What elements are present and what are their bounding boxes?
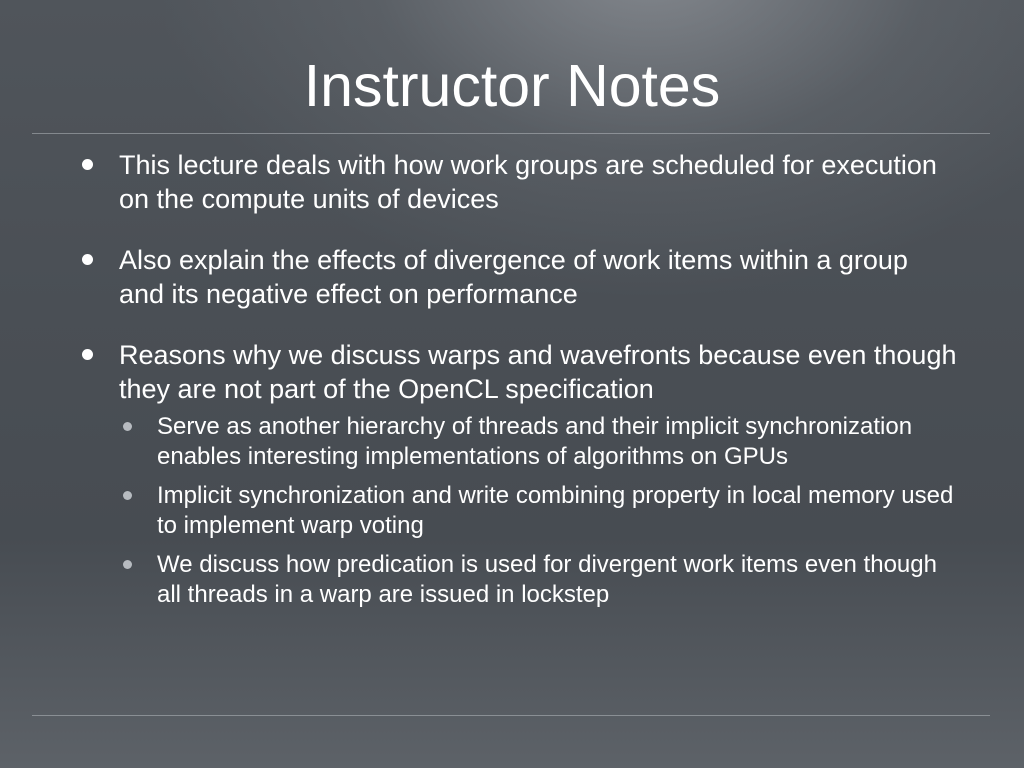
bullet-text: Reasons why we discuss warps and wavefronts because even though they are not part of the OpenCL specification (119, 340, 957, 404)
bullet-item (78, 148, 958, 216)
slide-title: Instructor Notes (303, 53, 721, 119)
sub-bullet-text: We discuss how predication is used for divergent work items even though all threads in a warp are issued in lockstep (157, 551, 937, 608)
sub-bullet-text: Serve as another hierarchy of threads and their implicit synchronization enables interesting implementations of algorithms on GPUs (157, 413, 913, 470)
bullet-icon (82, 159, 93, 170)
sub-bullet-item (119, 550, 958, 610)
slide-body (78, 148, 958, 619)
bullet-icon (82, 349, 93, 360)
title-divider (32, 133, 990, 134)
sub-bullet-icon (123, 560, 132, 569)
bullet-item (78, 338, 958, 610)
sub-bullet-item (119, 412, 958, 472)
bullet-icon (82, 254, 93, 265)
bullet-text: Also explain the effects of divergence of work items within a group and its negative effect on performance (119, 245, 908, 309)
footer-divider (32, 715, 990, 716)
sub-bullet-list (119, 412, 958, 610)
sub-bullet-item (119, 481, 958, 541)
sub-bullet-icon (123, 491, 132, 500)
bullet-item (78, 243, 958, 311)
sub-bullet-text: Implicit synchronization and write combining property in local memory used to implement warp voting (157, 482, 954, 539)
sub-bullet-icon (123, 422, 132, 431)
bullet-text: This lecture deals with how work groups are scheduled for execution on the compute units of devices (119, 150, 937, 214)
